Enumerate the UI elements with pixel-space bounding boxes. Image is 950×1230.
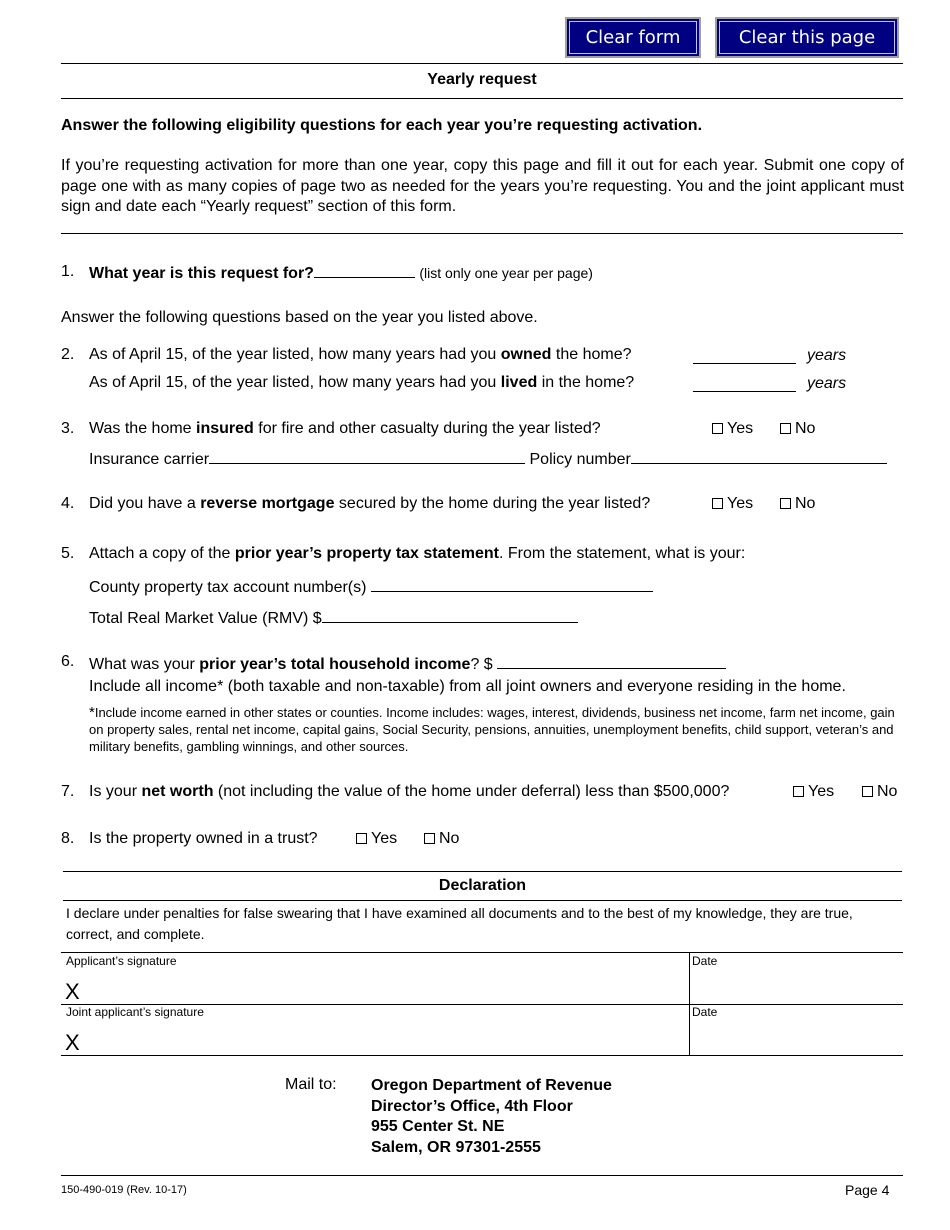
q4-suffix: secured by the home during the year listed? [334, 495, 651, 512]
insurance-row [89, 448, 887, 469]
q5-label [89, 545, 745, 563]
q8-no-checkbox[interactable] [424, 833, 435, 844]
clear-form-button[interactable]: Clear form [565, 17, 701, 58]
question-number: 2. [61, 346, 75, 363]
mail-address [371, 1076, 612, 1158]
policy-number-label: Policy number [529, 451, 631, 468]
q3-text: Was the home [89, 420, 197, 437]
q7-suffix: (not including the value of the home under deferral) less than $500,000? [213, 783, 730, 800]
account-row [89, 576, 653, 597]
q3-yes-option [712, 420, 753, 438]
divider [63, 900, 902, 901]
rmv-label: Total Real Market Value (RMV) $ [89, 610, 322, 627]
yes-label: Yes [371, 830, 398, 847]
q1-label [89, 262, 593, 283]
form-id: 150-490-019 (Rev. 10-17) [61, 1184, 187, 1196]
question-number: 3. [61, 420, 75, 437]
divider [61, 952, 903, 953]
yes-label: Yes [727, 420, 754, 437]
yes-label: Yes [808, 783, 835, 800]
q4-no-option [780, 495, 815, 513]
q2-lived-label [89, 374, 634, 392]
years-owned-field[interactable] [693, 348, 796, 364]
address-line: Oregon Department of Revenue [371, 1077, 612, 1094]
joint-signature-label: Joint applicant’s signature [66, 1005, 204, 1019]
q1-question: What year is this request for? [89, 265, 314, 282]
question-number: 4. [61, 495, 75, 512]
q7-bold: net worth [141, 783, 214, 800]
footnote-text: Include income earned in other states or counties. Income includes: wages, interest, dividends, business net income, farm net income, gain on property sales, rental net income, capital gains, Social Security, pensions, annuities, unemployment benefits, child support, veteran’s and military benefits, gambling winnings, and other sources. [89, 705, 895, 754]
signature-x: X [65, 979, 80, 1004]
q7-text: Is your [89, 783, 142, 800]
household-income-field[interactable] [497, 653, 726, 669]
q8-label: Is the property owned in a trust? [89, 830, 318, 847]
instruction-text: Answer the following questions based on the year you listed above. [61, 309, 538, 326]
q1-note: (list only one year per page) [419, 265, 593, 281]
question-number: 7. [61, 783, 75, 800]
q8-yes-checkbox[interactable] [356, 833, 367, 844]
no-label: No [795, 420, 816, 437]
q4-text: Did you have a [89, 495, 201, 512]
yes-label: Yes [727, 495, 754, 512]
q6-text: What was your [89, 656, 200, 673]
q7-no-checkbox[interactable] [862, 786, 873, 797]
page-number: Page 4 [845, 1182, 890, 1198]
date-label: Date [692, 954, 718, 968]
clear-page-button[interactable]: Clear this page [715, 17, 899, 58]
q2-owned-label [89, 346, 632, 364]
footnote-mark: * [89, 704, 95, 721]
q2-owned-text: As of April 15, of the year listed, how many years had you [89, 346, 501, 363]
applicant-signature-field[interactable] [90, 966, 686, 1002]
account-number-field[interactable] [371, 576, 653, 592]
q2-lived-suffix: in the home? [537, 374, 635, 391]
question-number: 8. [61, 830, 75, 847]
mail-to-label: Mail to: [285, 1076, 337, 1093]
q3-label [89, 420, 601, 438]
insurance-carrier-field[interactable] [209, 448, 525, 464]
divider [61, 1055, 903, 1056]
divider [63, 871, 902, 872]
divider [61, 63, 903, 64]
address-line: Director’s Office, 4th Floor [371, 1097, 573, 1115]
no-label: No [439, 830, 460, 847]
years-lived-field[interactable] [693, 376, 796, 392]
q7-yes-checkbox[interactable] [793, 786, 804, 797]
q6-label [89, 653, 726, 674]
insurance-carrier-label: Insurance carrier [89, 451, 210, 468]
q4-yes-option [712, 495, 753, 513]
q2-owned-bold: owned [500, 346, 552, 363]
q8-no-option [424, 830, 459, 848]
no-label: No [795, 495, 816, 512]
q2-owned-suffix: the home? [551, 346, 632, 363]
q4-bold: reverse mortgage [200, 495, 335, 512]
question-number: 5. [61, 545, 75, 562]
q8-yes-option [356, 830, 397, 848]
divider [61, 98, 903, 99]
signature-x: X [65, 1030, 80, 1055]
q3-bold: insured [196, 420, 254, 437]
joint-signature-field[interactable] [90, 1018, 686, 1053]
q3-yes-checkbox[interactable] [712, 423, 723, 434]
divider [61, 233, 903, 234]
joint-date-field[interactable] [692, 1019, 900, 1053]
rmv-row [89, 607, 578, 628]
years-unit: years [807, 347, 847, 364]
q3-no-option [780, 420, 815, 438]
question-number: 1. [61, 263, 75, 280]
declaration-title: Declaration [438, 877, 527, 894]
q2-lived-bold: lived [500, 374, 538, 391]
intro-paragraph: If you’re requesting activation for more than one year, copy this page and fill it out for each year. Submit one copy of page one with as many copies of page two as needed for the years you’re requesting. You and the joint applicant must sign and date each “Yearly request” section of this form. [61, 157, 904, 215]
q6-bold: prior year’s total household income [199, 656, 471, 673]
address-line: 955 Center St. NE [371, 1118, 505, 1135]
q3-no-checkbox[interactable] [780, 423, 791, 434]
address-line: Salem, OR 97301-2555 [371, 1138, 541, 1156]
policy-number-field[interactable] [631, 448, 887, 464]
q2-lived-text: As of April 15, of the year listed, how many years had you [89, 374, 501, 391]
divider [61, 1175, 903, 1176]
q4-label [89, 495, 650, 513]
q7-label [89, 783, 729, 801]
q7-yes-option [793, 783, 834, 801]
q5-suffix: . From the statement, what is your: [498, 545, 746, 562]
q5-text: Attach a copy of the [89, 545, 235, 562]
years-unit: years [807, 375, 847, 392]
section-title: Yearly request [427, 71, 537, 88]
rmv-field[interactable] [322, 607, 578, 623]
income-footnote [89, 704, 903, 755]
no-label: No [877, 783, 898, 800]
intro-heading: Answer the following eligibility questions for each year you’re requesting activation. [61, 117, 703, 134]
declaration-text: I declare under penalties for false swearing that I have examined all documents and to the best of my knowledge, they are true, correct, and complete. [66, 905, 853, 942]
date-label: Date [692, 1005, 718, 1019]
applicant-date-field[interactable] [692, 968, 900, 1002]
question-number: 6. [61, 653, 75, 670]
income-include-text: Include all income* (both taxable and non-taxable) from all joint owners and everyone residing in the home. [89, 678, 846, 695]
year-field[interactable] [314, 262, 415, 278]
q6-suffix: ? $ [470, 656, 493, 673]
q4-yes-checkbox[interactable] [712, 498, 723, 509]
account-number-label: County property tax account number(s) [89, 579, 367, 596]
divider [689, 952, 690, 1055]
q5-bold: prior year’s property tax statement [234, 545, 499, 562]
q7-no-option [862, 783, 897, 801]
applicant-signature-label: Applicant’s signature [66, 954, 177, 968]
q3-suffix: for fire and other casualty during the year listed? [253, 420, 601, 437]
q4-no-checkbox[interactable] [780, 498, 791, 509]
